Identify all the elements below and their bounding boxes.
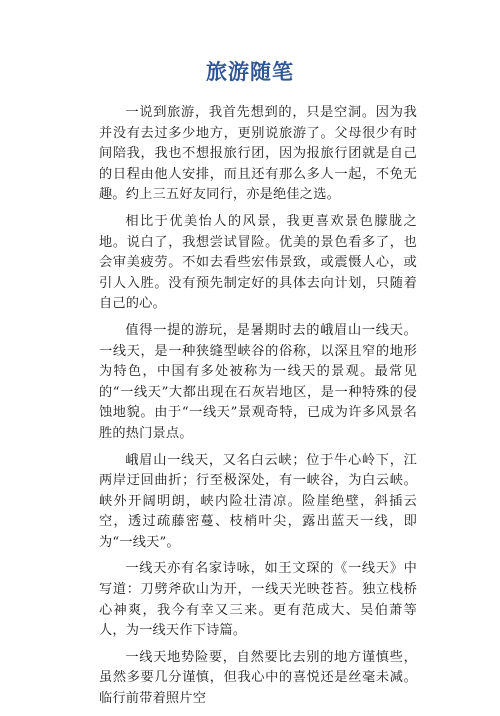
paragraph: 一说到旅游，我首先想到的，只是空洞。因为我并没有去过多少地方，更别说旅游了。父母很少有时间陪我，我也不想报旅行团，因为报旅行团就是自己的日程由他人安排，而且还有那么多人一起，不免无趣。约上三五好友同行，亦是绝佳之选。 [99, 105, 417, 203]
document-body [99, 103, 417, 716]
paragraph: 峨眉山一线天，又名白云峡；位于牛心岭下，江两岸迂回曲折；行至极深处，有一峡谷，为白云峡。峡外开阔明朗，峡内险壮清凉。险崖绝壁，斜插云空，透过疏藤密蔓、枝梢叶尖，露出蓝天一线，即为“一线天”。 [99, 452, 417, 550]
paragraph: 值得一提的游玩，是暑期时去的峨眉山一线天。一线天，是一种狭缝型峡谷的俗称，以深且窄的地形为特色，中国有多处被称为一线天的景观。最常见的“一线天”大都出现在石灰岩地区，是一种特殊的侵蚀地貌。由于“一线天”景观奇特，已成为许多风景名胜的热门景点。 [99, 322, 417, 441]
paragraph: 相比于优美怡人的风景，我更喜欢景色朦胧之地。说白了，我想尝试冒险。优美的景色看多了，也会审美疲劳。不如去看些宏伟景致，或震慑人心，或引人入胜。没有预先制定好的具体去向计划，只随着自己的心。 [99, 213, 417, 312]
paragraph: 一线天地势险要，自然要比去别的地方谨慎些，虽然多要几分谨慎，但我心中的喜悦还是丝毫未减。临行前带着照片空 [99, 649, 417, 707]
document-title: 旅游随笔 [206, 60, 294, 84]
paragraph: 一线天亦有名家诗咏，如王文琛的《一线天》中写道：刀劈斧砍山为开，一线天光映苍苔。独立栈桥心神爽，我今有幸又三来。更有范成大、吴伯萧等人，为一线天作下诗篇。 [99, 561, 417, 639]
